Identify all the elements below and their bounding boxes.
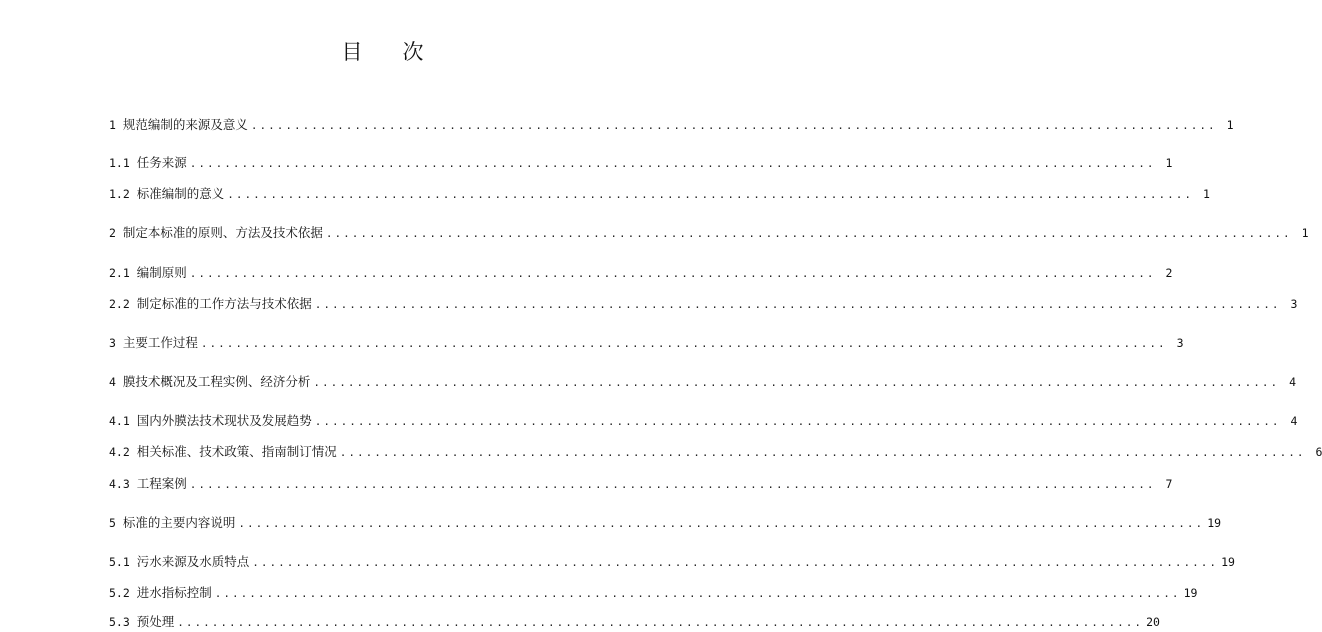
toc-label: 相关标准、技术政策、指南制订情况 <box>136 444 337 459</box>
toc-number: 5.2 <box>109 586 137 600</box>
toc-entry[interactable] <box>109 553 1235 571</box>
title-char-2: 次 <box>402 40 426 64</box>
toc-label: 国内外膜法技术现状及发展趋势 <box>136 413 312 428</box>
toc-page: 19 <box>1183 586 1198 600</box>
toc-label: 膜技术概况及工程实例、经济分析 <box>122 374 311 389</box>
toc-number: 2.1 <box>109 266 137 280</box>
toc-page: 1 <box>1203 187 1210 201</box>
toc-number: 4 <box>109 375 123 389</box>
toc-page: 1 <box>1301 226 1309 240</box>
toc-label: 规范编制的来源及意义 <box>122 117 248 132</box>
leader-dots: ................................................................................................................ <box>189 157 1156 170</box>
leader-dots: ................................................................................................................ <box>177 616 1143 629</box>
toc-page: 1 <box>1165 156 1173 170</box>
leader-dots: ................................................................................................................ <box>200 337 1167 350</box>
toc-label: 任务来源 <box>136 155 187 170</box>
toc-number: 2 <box>109 226 123 240</box>
leader-dots: ................................................................................................................ <box>313 376 1280 389</box>
toc-page: 4 <box>1290 414 1298 428</box>
toc-page: 19 <box>1221 555 1235 569</box>
toc-page: 4 <box>1289 375 1297 389</box>
toc-number: 1.2 <box>109 187 137 201</box>
toc-label: 工程案例 <box>136 476 187 491</box>
toc-entry[interactable] <box>109 154 1173 172</box>
leader-dots: ................................................................................................................ <box>189 478 1156 491</box>
toc-label: 制定本标准的原则、方法及技术依据 <box>122 225 323 240</box>
toc-entry[interactable] <box>109 264 1173 282</box>
toc-page: 7 <box>1165 477 1173 491</box>
page-title <box>0 36 767 66</box>
toc-entry[interactable] <box>109 295 1298 313</box>
toc-number: 4.3 <box>109 477 137 491</box>
toc-page: 3 <box>1176 336 1184 350</box>
toc-page: 1 <box>1226 118 1234 132</box>
toc-label: 标准的主要内容说明 <box>122 515 236 530</box>
leader-dots: ................................................................................................................ <box>325 227 1292 240</box>
toc-entry[interactable] <box>109 412 1298 430</box>
toc-number: 1.1 <box>109 156 137 170</box>
toc-page: 2 <box>1165 266 1173 280</box>
leader-dots: ................................................................................................................ <box>252 556 1218 569</box>
toc-entry[interactable] <box>109 613 1160 631</box>
toc-page: 3 <box>1290 297 1298 311</box>
toc-number: 3 <box>109 336 123 350</box>
leader-dots: ................................................................................................................ <box>250 119 1217 132</box>
toc-entry[interactable] <box>109 475 1173 493</box>
leader-dots: ................................................................................................................ <box>238 517 1205 530</box>
leader-dots: ................................................................................................................ <box>314 298 1281 311</box>
toc-entry[interactable] <box>109 185 1210 203</box>
leader-dots: ................................................................................................................ <box>189 267 1156 280</box>
toc-page: 6 <box>1315 445 1322 459</box>
toc-number: 5 <box>109 516 123 530</box>
toc-entry[interactable] <box>109 224 1309 242</box>
toc-number: 1 <box>109 118 123 132</box>
toc-entry[interactable] <box>109 334 1184 352</box>
leader-dots: ................................................................................................................ <box>214 587 1181 600</box>
toc-number: 4.2 <box>109 445 137 459</box>
toc-label: 编制原则 <box>136 265 187 280</box>
toc-label: 污水来源及水质特点 <box>136 554 250 569</box>
toc-number: 5.1 <box>109 555 137 569</box>
title-char-1: 目 <box>341 40 365 64</box>
toc-entry[interactable] <box>109 514 1222 532</box>
toc-number: 5.3 <box>109 615 137 629</box>
toc-label: 主要工作过程 <box>122 335 198 350</box>
toc-number: 2.2 <box>109 297 137 311</box>
toc-page: 19 <box>1207 516 1222 530</box>
toc-label: 预处理 <box>136 614 175 629</box>
toc-label: 标准编制的意义 <box>136 186 225 201</box>
toc-entry[interactable] <box>109 584 1198 602</box>
toc-label: 制定标准的工作方法与技术依据 <box>136 296 312 311</box>
toc-number: 4.1 <box>109 414 137 428</box>
leader-dots: ................................................................................................................ <box>339 446 1306 459</box>
toc-label: 进水指标控制 <box>136 585 212 600</box>
leader-dots: ................................................................................................................ <box>227 188 1193 201</box>
toc-entry[interactable] <box>109 443 1322 461</box>
toc-entry[interactable] <box>109 373 1297 391</box>
toc-page: 20 <box>1146 615 1160 629</box>
toc-entry[interactable] <box>109 116 1234 134</box>
leader-dots: ................................................................................................................ <box>314 415 1281 428</box>
